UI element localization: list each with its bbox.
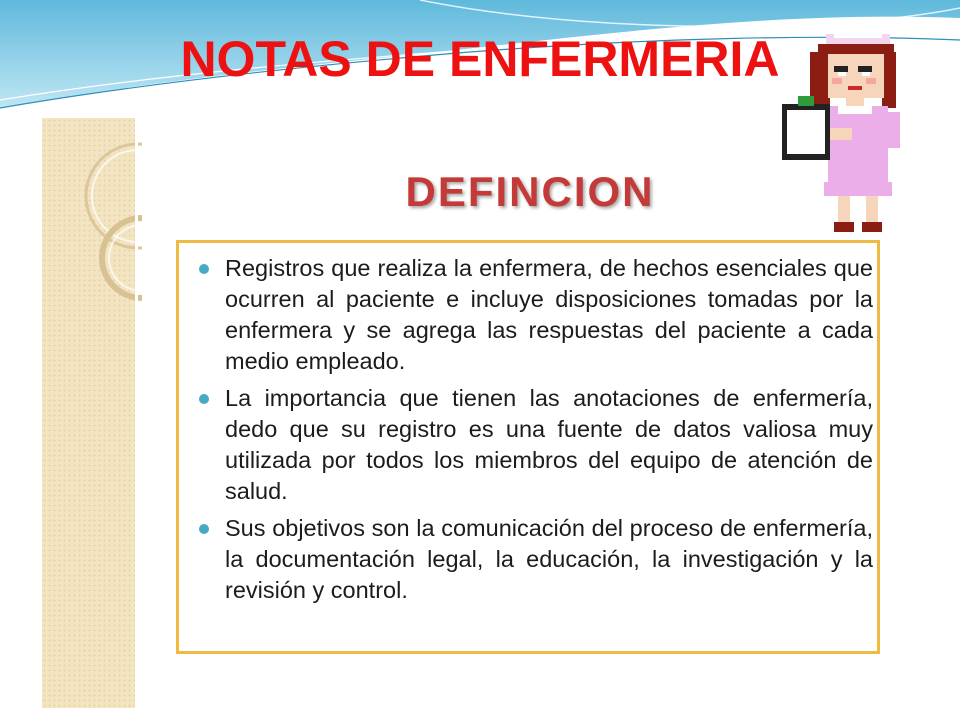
figure-heading: DEFINCION bbox=[405, 168, 655, 215]
definition-text: La importancia que tienen las anotaciones de enfermería, dedo que su registro es una fuente de datos valiosa muy utilizada por todos los miembros del equipo de atención de salud. bbox=[225, 385, 873, 504]
definition-item bbox=[191, 383, 873, 507]
ring-decoration bbox=[42, 118, 142, 328]
bullet-icon bbox=[199, 394, 209, 404]
slide-title: NOTAS DE ENFERMERIA bbox=[180, 31, 780, 87]
bullet-icon bbox=[199, 524, 209, 534]
bullet-icon bbox=[199, 264, 209, 274]
nurse-with-clipboard-icon bbox=[778, 32, 908, 234]
definition-item bbox=[191, 513, 873, 606]
definition-list bbox=[191, 253, 873, 606]
definition-box bbox=[176, 240, 880, 654]
definition-text: Sus objetivos son la comunicación del proceso de enfermería, la documentación legal, la educación, la investigación y la revisión y control. bbox=[225, 515, 873, 603]
definition-text: Registros que realiza la enfermera, de hechos esenciales que ocurren al paciente e incluye disposiciones tomadas por la enfermera y se agrega las respuestas del paciente a cada medio empleado. bbox=[225, 255, 873, 374]
definition-item bbox=[191, 253, 873, 377]
strip-divider bbox=[135, 118, 138, 708]
